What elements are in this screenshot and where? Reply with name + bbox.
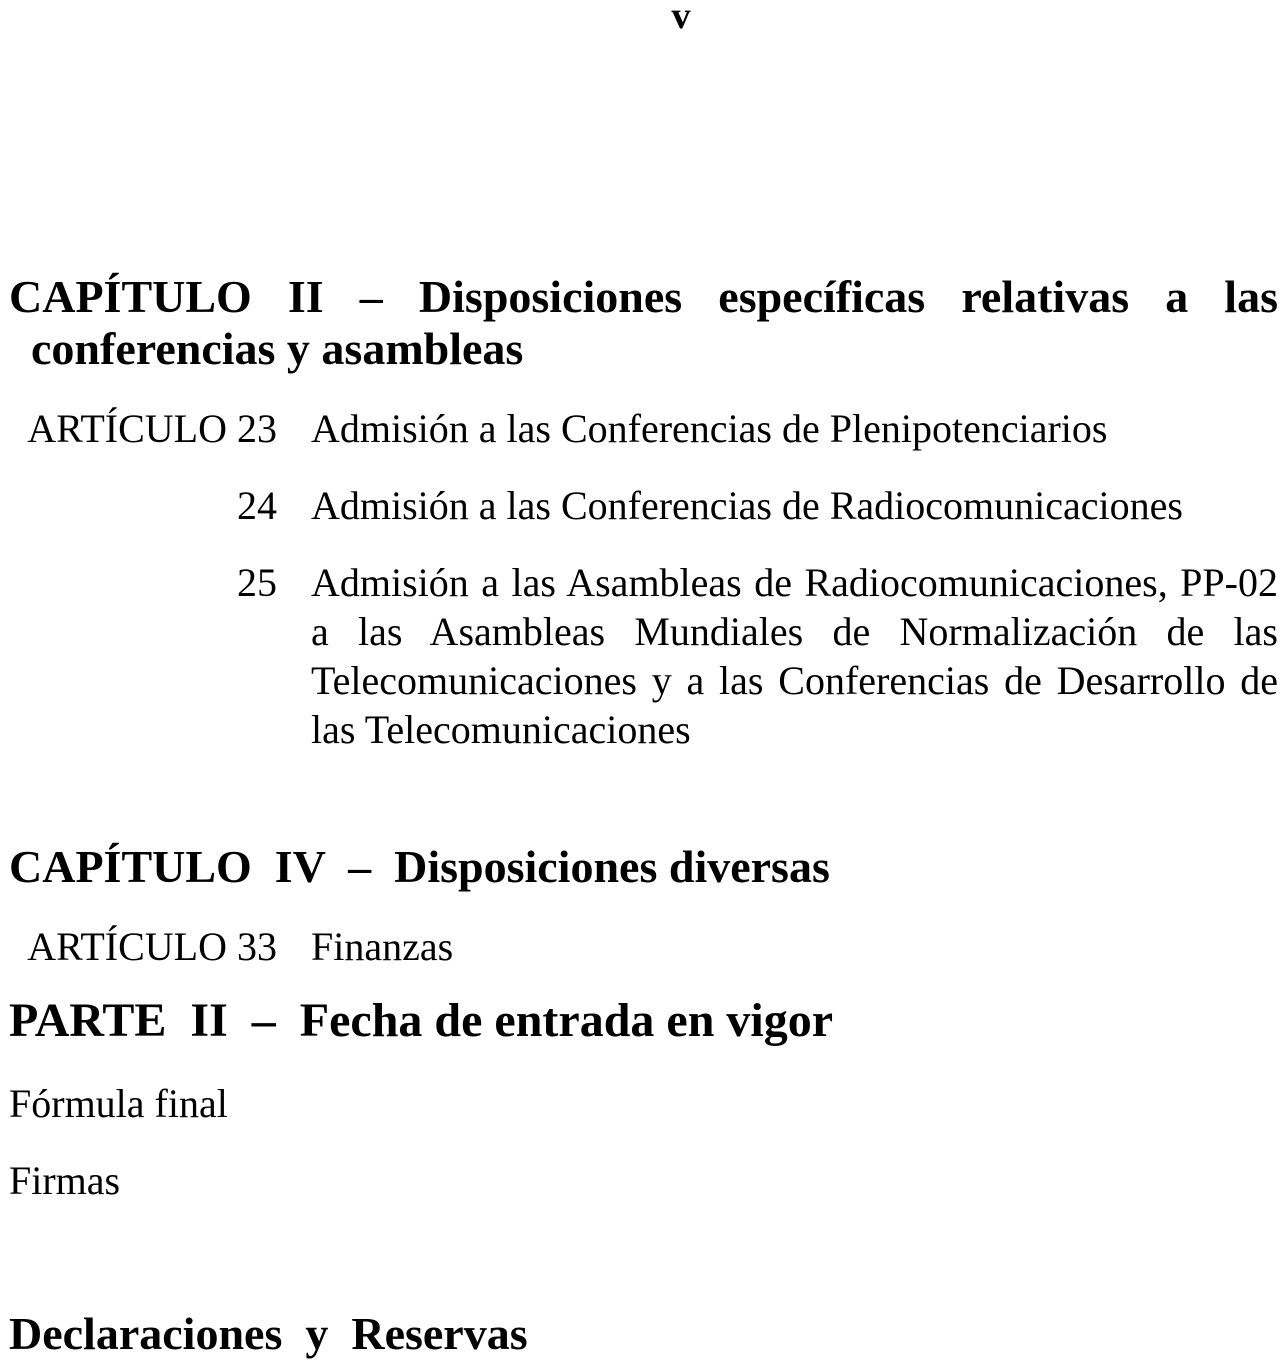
article-title: Admisión a las Conferencias de Plenipotenciarios — [311, 406, 1108, 451]
chapter-ii-heading-line2: conferencias y asambleas — [31, 323, 524, 374]
part-ii-heading: PARTE II – Fecha de entrada en vigor — [9, 994, 834, 1047]
article-number: 24 — [237, 483, 277, 528]
firmas-line: Firmas — [9, 1158, 121, 1203]
formula-final-line: Fórmula final — [9, 1081, 228, 1126]
article-title: Finanzas — [311, 924, 454, 969]
chapter-ii-heading — [9, 271, 1278, 375]
article-number: 25 — [237, 560, 277, 605]
page-number: v — [671, 0, 691, 37]
declaraciones-heading: Declaraciones y Reservas — [9, 1308, 528, 1359]
chapter-iv-heading: CAPÍTULO IV – Disposiciones diversas — [9, 841, 830, 892]
chapter-ii-heading-line1: CAPÍTULO II – Disposiciones específicas relativas a las — [9, 271, 1278, 322]
article-number: ARTÍCULO 33 — [27, 924, 277, 969]
article-number: ARTÍCULO 23 — [27, 406, 277, 451]
article-title: Admisión a las Asambleas de Radiocomunicaciones, PP-02 a las Asambleas Mundiales de Normalización de las Telecomunicaciones y a las Conferencias de Desarrollo de las Telecomunicaciones — [311, 560, 1278, 752]
article-title: Admisión a las Conferencias de Radiocomunicaciones — [311, 483, 1183, 528]
